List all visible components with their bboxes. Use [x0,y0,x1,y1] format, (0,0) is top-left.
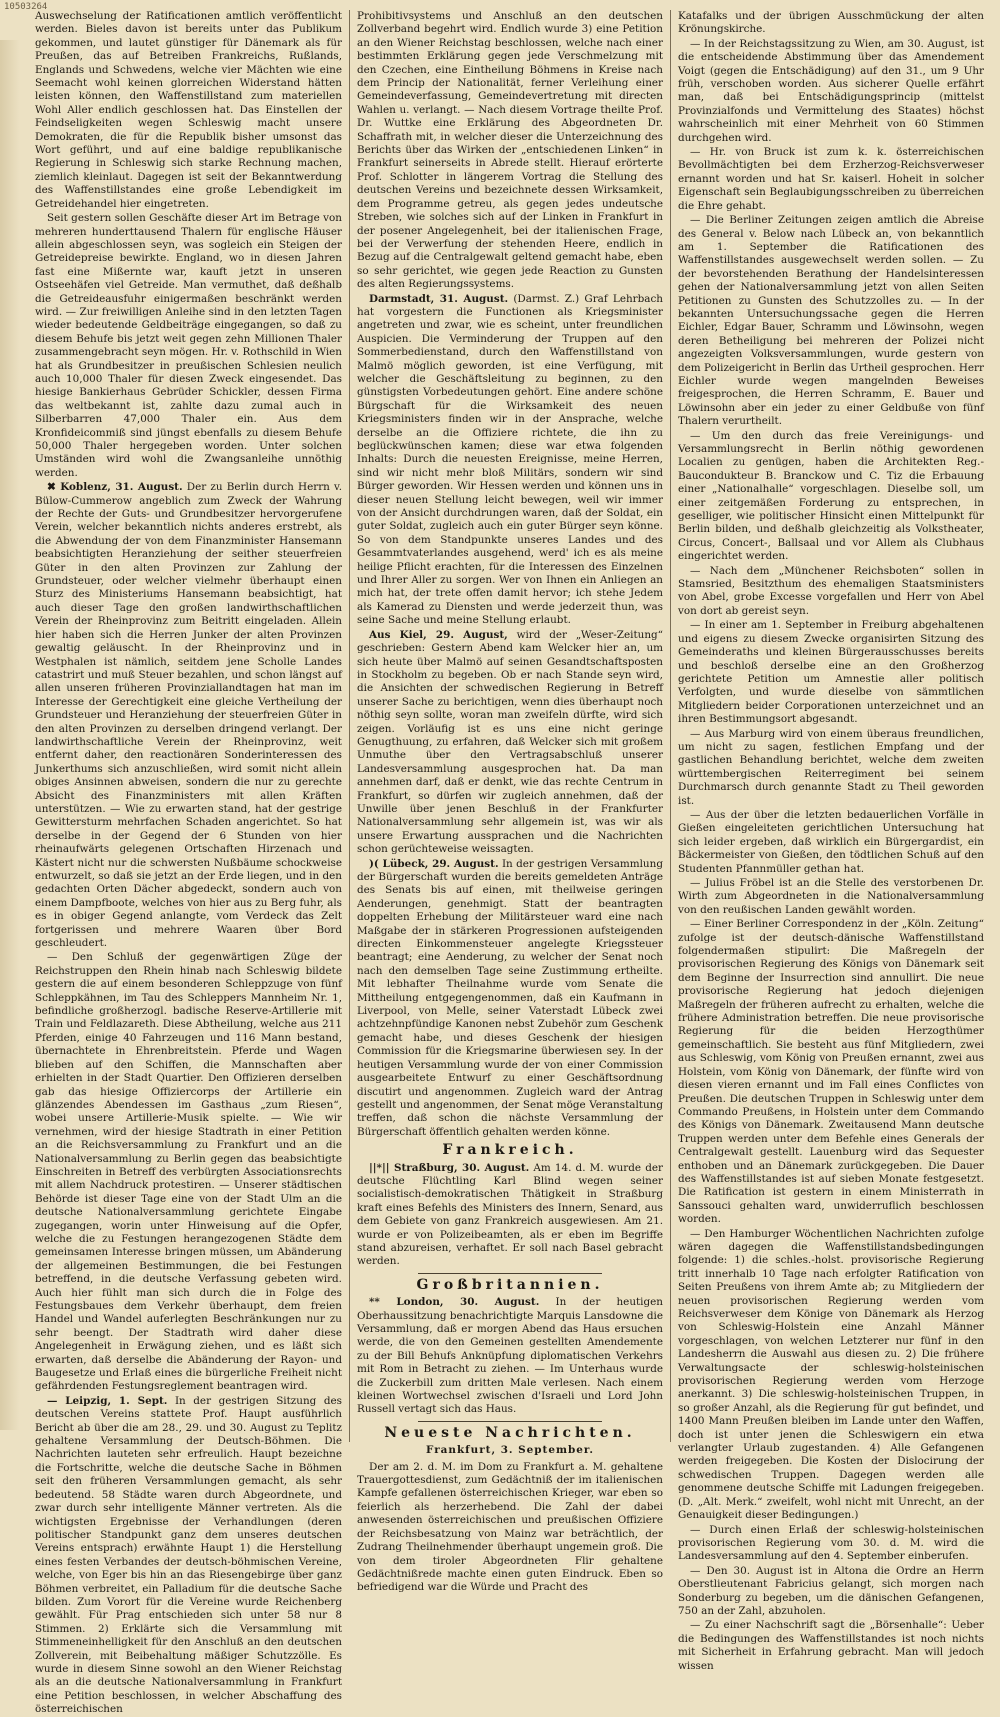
dateline: Aus Kiel, 29. August, [369,628,508,641]
dateline: ✖ Koblenz, 31. August. [47,481,183,494]
dateline: )( Lübeck, 29. August. [369,857,499,870]
article-leipzig [35,1395,342,1717]
article-london [357,1296,663,1417]
article-kiel [357,629,663,857]
column-3 [670,10,991,1672]
article-paragraph: — Um den durch das freie Vereinigungs- und Versammlungsrecht in Berlin nöthig gewordenen Localien zu genügen, haben die Architekten Reg.-Baucondukteur B. Branckow und C. Tiz die Erbauung einer „Nationalhalle“ vorgeschlagen. Dieselbe soll, um einer zeitgemäßen Forderung zu entsprechen, in geselliger, wie politischer Hinsicht einen Mittelpunkt für Berlin bilden, und deßhalb gleichzeitig als Volkstheater, Circus, Concert-, Ballsaal und vor Allem als Clubhaus eingerichtet werden. [678,429,984,563]
section-rule [418,1421,602,1422]
article-paragraph: — Den Schluß der gegenwärtigen Züge der Reichstruppen den Rhein hinab nach Schleswig bildete gestern die auf einem besonderen Schleppzuge von fünf Schleppkähnen, im Tau des Schleppers Mannheim Nr. 1, befindliche großherzogl. badische Reserve-Artillerie mit Train und Feldlazareth. Diese Abtheilung, welche aus 211 Pferden, einige 40 Fahrzeugen und 116 Mann bestand, übernachtete in Ehrenbreitstein. Pferde und Wagen blieben auf den Schiffen, die Mannschaften aber erhielten in der Stadt Quartier. Den Offizieren derselben gab das hiesige Offiziercorps der Artillerie ein glänzendes Abendessen im Gasthaus „zum Riesen“, wobei unsere Artillerie-Musik spielte. — Wie wir vernehmen, wird der hiesige Stadtrath in einer Petition an die Reichsversammlung zu Frankfurt und an die Nationalversammlung zu Berlin gegen das beabsichtigte Einschreiten in Betreff des verbürgten Associationsrechts mit allem Nachdruck protestiren. — Unserer städtischen Behörde ist dieser Tage eine von der Stadt Ulm an die deutsche Nationalversammlung gerichtete Eingabe zugegangen, worin unter Hinweisung auf die Opfer, welche die zu Festungen herangezogenen Städte dem gemeinsamen Interesse bringen müssen, um Abänderung der allgemeinen Bestimmungen, die bei Festungen betreffend, in die deutsche Verfassung gebeten wird. Auch hier fühlt man sich durch die in Folge des Festungsbaues dem Verkehr überhaupt, dem freien Handel und Wandel auferlegten Beschränkungen nur zu sehr beengt. Der Stadtrath wird daher diese Angelegenheit in Erwägung ziehen, und es läßt sich erwarten, daß derselbe die Abänderung der Rayon- und Baugesetze und Erlaß eines die bürgerliche Freiheit nicht gefährdenden Festungsreglement beantragen wird. [35,951,342,1393]
dateline: ** London, 30. August. [369,1296,540,1309]
article-paragraph: — Durch einen Erlaß der schleswig-holsteinischen provisorischen Regierung vom 30. d. M. wird die Landesversammlung auf den 4. September einberufen. [678,1523,984,1563]
article-paragraph: Prohibitivsystems und Anschluß an den deutschen Zollverband begehrt wird. Endlich wurde 3) eine Petition an den Wiener Reichstag beschlossen, welche nach einer bestimmten Erklärung gegen jede Verschmelzung mit den Czechen, eine Eintheilung Böhmens in Kreise nach dem Princip der Nationalität, ferner Verleihung einer Gemeindeverfassung, Gemeindevertretung mit directen Wahlen u. verlangt. — Nach diesem Vortrage theilte Prof. Dr. Wuttke eine Erklärung des Abgeordneten Dr. Schaffrath mit, in welcher dieser die Unterzeichnung des Berichts über das Wirken der „entschiedenen Linken“ in Frankfurt seinerseits in Abrede stellt. Hierauf erörterte Prof. Schlotter in längerem Vortrag die Stellung des deutschen Vereins und bezeichnete dessen Wirksamkeit, dem Programme getreu, als gegen jedes undeutsche Streben, wie solches sich auf der Linken in Frankfurt in der posener Angelegenheit, bei der italienischen Frage, bei der Verwerfung der stehenden Heere, endlich in Bezug auf die Centralgewalt geltend gemacht habe, eben so sehr gerichtet, wie gegen jede Reaction zu Gunsten des alten Regierungssystems. [357,10,663,291]
article-text: wird der „Weser-Zeitung“ geschrieben: Gestern Abend kam Welcker hier an, um sich heute über Malmö auf seinen Gesandtschaftsposten in Stockholm zu begeben. Ob er nach Stande seyn wird, die Ansichten der schwedischen Regierung in Betreff unserer Sache zu berichtigen, wenn dies überhaupt noch nöthig seyn sollte, woran man zweifeln dürfte, wird sich zeigen. Vorläufig ist es uns eine nicht geringe Genugthuung, zu erfahren, daß Welcker sich mit großem Unmuthe über den Vertragsabschluß unserer Landesversammlung ausgesprochen hat. Da man annehmen darf, daß er denkt, wie das rechte Centrum in Frankfurt, so dürfen wir zugleich annehmen, daß der Unwille über jenen Beschluß in der Frankfurter Nationalversammlung sehr allgemein ist, was wir als unsere Erwartung aussprachen und die Nachrichten schon gerüchteweise weissagten. [357,628,663,856]
section-heading-latest-news: Neueste Nachrichten. [384,1424,636,1441]
dateline-frankfurt: Frankfurt, 3. September. [426,1444,594,1457]
newspaper-columns [28,10,992,1716]
article-paragraph: — Julius Fröbel ist an die Stelle des verstorbenen Dr. Wirth zum Abgeordneten in die Nationalversammlung von den reußischen Landen gewählt worden. [678,877,984,916]
column-1 [28,10,349,1716]
section-heading-france: Frankreich. [442,1142,578,1159]
article-paragraph: — Hr. von Bruck ist zum k. k. österreichischen Bevollmächtigten bei dem Erzherzog-Reichsverweser ernannt worden und hat Sr. kaiserl. Hoheit in solcher Eigenschaft sein Beglaubigungsschreiben zu überreichen die Ehre gehabt. [678,146,984,212]
article-paragraph: — Einer Berliner Correspondenz in der „Köln. Zeitung“ zufolge ist der deutsch-dänische Waffenstillstand folgendermaßen stipulirt: Die Maßregeln der provisorischen Regierung des Königs von Dänemark seit dem Beginne der Insurrection sind annullirt. Die neue provisorische Regierung hat jedoch diejenigen Maßregeln der früheren aufrecht zu erhalten, welche die frühere Administration betreffen. Die neue provisorische Regierung für die beiden Herzogthümer gemeinschaftlich. Sie besteht aus fünf Mitgliedern, zwei aus Schleswig, vom König von Preußen ernannt, zwei aus Holstein, vom König von Dänemark, der fünfte wird von diesen vieren ernannt und im Fall eines Conflictes von Preußen. Die deutschen Truppen in Schleswig unter dem Commando Preußens, in Holstein unter dem Commando des Königs von Dänemark. Zweitausend Mann deutsche Truppen werden unter dem Befehle eines Generals der Centralgewalt gestellt. Lauenburg wird das Sequester enthoben und an Dänemark zurückgegeben. Die Dauer des Waffenstillstandes ist auf sieben Monate festgesetzt. Die Ratification ist gestern in einem Ministerrath in Sanssouci gehalten ward, unwiderruflich beschlossen worden. [678,918,984,1226]
article-paragraph: — Den 30. August ist in Altona die Ordre an Herrn Oberstlieutenant Fabricius gelangt, sich morgen nach Sonderburg zu begeben, um die dänischen Gefangenen, 750 an der Zahl, abzuholen. [678,1564,984,1617]
article-paragraph: Der am 2. d. M. im Dom zu Frankfurt a. M. gehaltene Trauergottesdienst, zum Gedächtniß der im italienischen Kampfe gefallenen österreichischen Krieger, war eben so feierlich als herzerhebend. Die Zahl der dabei anwesenden österreichischen und preußischen Offiziere der Reichsbesatzung von Mainz war beträchtlich, der Zudrang Theilnehmender überhaupt ungemein groß. Die von dem tiroler Abgeordneten Flir gehaltene Gedächtnißrede machte einen guten Eindruck. Eben so befriedigend war die Würde und Pracht des [357,1460,663,1594]
article-paragraph: — Aus Marburg wird von einem überaus freundlichen, um nicht zu sagen, festlichen Empfang und der gastlichen Behandlung berichtet, welche dem zweiten württembergischen Reiterregiment bei seinem Durchmarsch durch genannte Stadt zu Theil geworden ist. [678,727,984,807]
article-strasbourg [357,1162,663,1269]
article-text: In der gestrigen Versammlung der Bürgerschaft wurden die bereits gemeldeten Anträge des Senats bis auf einen, mit theilweise geringen Aenderungen, genehmigt. Statt der beantragten doppelten Erhebung der Militärsteuer ward eine nach Maßgabe der in stärkeren Progressionen aufsteigenden directen Einkommensteuer angelegte Kriegssteuer beantragt; eine Aenderung, zu welcher der Senat noch nach den demselben Tage seine Zustimmung ertheilte. Mit lebhafter Theilnahme wurde vom Senate die Mittheilung entgegengenommen, daß ein Kaufmann in Liverpool, von Melle, seiner Vaterstadt Lübeck zwei achtzehnpfündige Kanonen nebst Zubehör zum Geschenk gemacht habe, und dieses Geschenk der hiesigen Commission für die Kriegsmarine überwiesen sey. In der heutigen Versammlung wurde der von einer Commission ausgearbeitete Entwurf zu einer Geschäftsordnung discutirt und angenommen. Zugleich ward der Antrag gestellt und angenommen, der Senat möge Veranstaltung treffen, daß schon die nächste Versammlung der Bürgerschaft öffentlich gehalten werden könne. [357,857,663,1138]
article-darmstadt [357,293,663,628]
column-2 [349,10,670,1594]
section-heading-great-britain: Großbritannien. [416,1276,604,1293]
article-paragraph: Seit gestern sollen Geschäfte dieser Art im Betrage von mehreren hunderttausend Thalern für englische Häuser allein abgeschlossen seyn, was sogleich ein Steigen der Getreidepreise bewirkte. England, wo in diesen Jahren fast eine Mißernte war, kauft jetzt in unseren Ostseehäfen viel Getreide. Man vermuthet, daß deßhalb die Getreideausfuhr einigermaßen beschränkt werden wird. — Zur freiwilligen Anleihe sind in den letzten Tagen wieder bedeutende Geldbeiträge eingegangen, so daß zu diesem Behufe bis jetzt weit gegen zehn Millionen Thaler zusammengebracht seyn mögen. Hr. v. Rothschild in Wien hat als Grundbesitzer in preußischen Schlesien neulich auch 10,000 Thaler für diesen Zweck eingesendet. Das hiesige Bankierhaus Gebrüder Schickler, dessen Firma das weltbekannt ist, zahlte dazu zumal auch in Silberbarren 47,000 Thaler ein. Aus dem Kronfideicommiß sind jüngst ebenfalls zu diesem Behufe 50,000 Thaler hergegeben worden. Unter solchen Umständen wird wohl die Zwangsanleihe unnöthig werden. [35,212,342,479]
article-paragraph: — Den Hamburger Wöchentlichen Nachrichten zufolge wären dagegen die Waffenstillstandsbedingungen folgende: 1) die schles.-holst. provisorische Regierung tritt innerhalb 10 Tage nach erfolgter Ratification von Seiten Preußens von ihrem Amte ab; zu Mitgliedern der neuen provisorischen Regierung werden vom Reichsverweser dem Könige von Dänemark als Herzog von Schleswig-Holstein eine Anzahl Männer vorgeschlagen, von welchen Letzterer nur fünf in den Landesherrn die Auswahl aus diesen zu. 2) Die frühere Verwaltungsacte der schleswig-holsteinischen provisorischen Regierung werden vom Herzoge anerkannt. 3) Die schleswig-holsteinischen Truppen, in so großer Anzahl, als die Regierung für gut befindet, und 1400 Mann Preußen bleiben im Lande unter den Waffen, doch ist unter jenen die Schleswigern ein etwa verlangter Urlaub zugestanden. 4) Alle Gefangenen werden freigegeben. Die Kosten der Dislocirung der schwedischen Truppen. Dagegen werden alle genommene deutsche Schiffe mit Ladungen freigegeben. (D. „Alt. Merk.“ zweifelt, wohl nicht mit Unrecht, an der Genauigkeit dieser Bedingungen.) [678,1227,984,1522]
article-paragraph: — Zu einer Nachschrift sagt die „Börsenhalle“: Ueber die Bedingungen des Waffenstillstandes ist noch nichts mit Sicherheit in Erfahrung gebracht. Man will jedoch wissen [678,1619,984,1672]
article-paragraph: — Aus der über die letzten bedauerlichen Vorfälle in Gießen eingeleiteten gerichtlichen Untersuchung hat sich leider ergeben, daß wirklich ein Bürgergardist, ein Bäckermeister von Gießen, den tödtlichen Schuß auf den Studenten Pfannmüller gethan hat. [678,808,984,875]
article-paragraph: Katafalks und der übrigen Ausschmückung der alten Krönungskirche. [678,10,984,36]
article-text: In der heutigen Oberhaussitzung benachrichtigte Marquis Lansdowne die Versammlung, daß er morgen Abend das Haus ersuchen werde, die von den Gemeinen gestellten Amendemente zu der Bill Behufs Anknüpfung diplomatischen Verkehrs mit Rom in Betracht zu ziehen. — Im Unterhaus wurde die Zuckerbill zum dritten Male verlesen. Nach einem kleinen Wortwechsel zwischen d'Israeli und Lord John Russell vertagt sich das Haus. [357,1296,663,1416]
dateline: ||*|| Straßburg, 30. August. [369,1161,530,1174]
article-text: Am 14. d. M. wurde der deutsche Flüchtling Karl Blind wegen seiner socialistisch-demokratischen Thätigkeit in Straßburg kraft eines Befehls des Ministers des Innern, Senard, aus dem Gebiete von ganz Frankreich ausgewiesen. Am 21. wurde er von Polizeibeamten, als er eben im Begriffe stand abzureisen, verhaftet. Er soll nach Basel gebracht werden. [357,1161,663,1268]
dateline: Darmstadt, 31. August. [369,292,509,305]
article-paragraph: Auswechselung der Ratificationen amtlich veröffentlicht werden. Bieles davon ist bereits unter das Publikum gekommen, und lautet günstiger für Dänemark als für Preußen, das auf Betreiben Frankreichs, Rußlands, Englands und Schwedens, welche vier Mächten wie eine Seemacht wohl keinen glorreichen Widerstand hätten leisten können, den Waffenstillstand zum materiellen Wohl Aller endlich geschlossen hat. Das Einstellen der Feindseligkeiten wegen Schleswig macht unsere Demokraten, die für die Republik bisher umsonst das Wort geführt, und auf eine baldige republikanische Regierung in Schleswig sich starke Rechnung machen, ziemlich kleinlaut. Dagegen ist seit der Bekanntwerdung des Waffenstillstandes eine große Lebendigkeit im Getreidehandel hier eingetreten. [35,10,342,210]
section-rule [418,1273,602,1274]
article-paragraph: — In einer am 1. September in Freiburg abgehaltenen und eigens zu diesem Zwecke organisirten Sitzung des Gemeinderaths und kleinen Bürgerausschusses bereits und beschloß derselbe eine an den Großherzog gerichtete Petition um Amnestie aller politisch Verfolgten, und wurde dieselbe von sämmtlichen Mitgliedern beider Corporationen unterzeichnet und an ihren Bestimmungsort abgesandt. [678,619,984,726]
article-paragraph: — In der Reichstagssitzung zu Wien, am 30. August, ist die entscheidende Abstimmung über das Amendement Voigt (gegen die Entschädigung) auf den 31., um 9 Uhr früh, verschoben worden. Aus sicherer Quelle erfährt man, daß bei Entschädigungsprincip (mittelst Provinzialfonds und Vermittelung des Staates) höchst wahrscheinlich mit einer Mehrheit von 60 Stimmen durchgehen wird. [678,37,984,144]
article-luebeck [357,858,663,1140]
article-paragraph: — Die Berliner Zeitungen zeigen amtlich die Abreise des General v. Below nach Lübeck an, von bekanntlich am 1. September die Ratificationen des Waffenstillstandes ausgewechselt werden sollen. — Zu der bevorstehenden Berathung der Handelsinteressen gehen der Nationalversammlung jetzt von allen Seiten Petitionen zu Gunsten des Schutzzolles zu. — In der bekannten Untersuchungssache gegen die Herren Eichler, Edgar Bauer, Schramm und Löwinsohn, wegen deren Betheiligung bei mehreren der Polizei nicht angezeigten Volksversammlungen, wurde gestern von dem Polizeigericht in Berlin das Urtheil gesprochen. Herr Eichler wurde wegen mangelnden Beweises freigesprochen, die Herren Schramm, E. Bauer und Löwinsohn aber ein jeder zu einer Geldbuße von fünf Thalern verurtheilt. [678,214,984,428]
article-koblenz [35,481,342,950]
dateline: — Leipzig, 1. Sept. [47,1394,168,1407]
article-text: (Darmst. Z.) Graf Lehrbach hat vorgestern die Functionen als Kriegsminister angetreten und zwar, wie es scheint, unter freundlichen Auspicien. Die Verminderung der Truppen auf den Sommerbedienstand, durch den Waffenstillstand von Malmö möglich geworden, ist eine Verfügung, mit welcher die Geschäftsleitung zu beginnen, zu den günstigsten Vorbedeutungen gehört. Eine andere schöne Bürgschaft für die Wirksamkeit des neuen Kriegsministers finden wir in der Ansprache, welche derselbe an die Offiziere richtete, die ihn zu beglückwünschen kamen; diese war etwa folgenden Inhalts: Durch die neuesten Ereignisse, meine Herren, sind wir nicht mehr bloß Militärs, sondern wir sind Bürger geworden. Wir Hessen werden und können uns in dieser neuen Stellung leicht bewegen, weil wir immer von der Ansicht durchdrungen waren, daß der Soldat, ein guter Soldat, zugleich auch ein guter Bürger seyn könne. So von dem Standpunkte unseres Landes und des Gesammtvaterlandes ausgehend, werd' ich es als meine heilige Pflicht erachten, für die Interessen des Einzelnen und Ihrer Aller zu sorgen. Wer von Ihnen ein Anliegen an mich hat, der trete offen damit hervor; ich stehe Jedem als Kamerad zu Diensten und werde jederzeit thun, was seine Sache und meine Stellung erlaubt. [357,292,663,627]
article-text: In der gestrigen Sitzung des deutschen Vereins stattete Prof. Haupt ausführlich Bericht ab über die am 28., 29. und 30. August zu Teplitz gehaltene Versammlung der Deutsch-Böhmen. Die Nachrichten lauteten sehr erfreulich. Haupt bezeichne die Fortschritte, welche die deutsche Sache in Böhmen seit den früheren Versammlungen gemacht, als sehr bedeutend. 58 Städte waren durch Abgeordnete, und zwar durch sehr intelligente Männer vertreten. Als die wichtigsten Ergebnisse der Verhandlungen (deren politischer Standpunkt ganz dem unseres deutschen Vereins entsprach) erwähnte Haupt 1) die Herstellung eines festen Verbandes der deutsch-böhmischen Vereine, welche, von Eger bis hin an das Riesengebirge über ganz Böhmen verbreitet, ein Palladium für die deutsche Sache bilden. Zum Vorort für die Vereine wurde Reichenberg gewählt. Für Prag entschieden sich unter 58 nur 8 Stimmen. 2) Erklärte sich die Versammlung mit Stimmeneinhelligkeit für den Anschluß an den deutschen Zollverein, mit Beibehaltung mäßiger Schutzzölle. Es wurde in diesem Sinne sowohl an den Wiener Reichstag als an die deutsche Nationalversammlung in Frankfurt eine Petition beschlossen, in welcher Abschaffung des österreichischen [35,1394,342,1716]
page-edge-shadow [0,40,20,1430]
article-paragraph: — Nach dem „Münchener Reichsboten“ sollen in Stamsried, Besitzthum des ehemaligen Staatsministers von Abel, grobe Excesse vorgefallen und Herr von Abel von dort ab gereist seyn. [678,564,984,617]
article-text: Der zu Berlin durch Herrn v. Bülow-Cummerow angeblich zum Zweck der Wahrung der Rechte der Guts- und Grundbesitzer hervorgerufene Verein, welcher bekanntlich nichts anderes erstrebt, als die Abwendung der von dem Finanzminister Hansemann beabsichtigten Heranziehung der seither steuerfreien Güter in den alten Provinzen zur Zahlung der Grundsteuer, oder welcher vielmehr überhaupt einen Sturz des Ministeriums Hansemann beabsichtigt, hat auch dieser Tage den großen landwirthschaftlichen Verein der Rheinprovinz zum Beitritt eingeladen. Allein hier haben sich die Herren Junker der alten Provinzen gewaltig geläuscht. In der Rheinprovinz und in Westphalen ist nämlich, seitdem jene Scholle Landes catastrirt und muß Steuer bezahlen, und schon längst auf allen unseren früheren Provinziallandtagen hat man im Interesse der Gerechtigkeit eine gleiche Vertheilung der Grundsteuer und Heranziehung der steuerfreien Güter in den alten Provinzen zu derselben dringend verlangt. Der landwirthschaftliche Verein der Rheinprovinz, weit entfernt daher, den reactionären Sonderinteressen des Junkerthums sich anzuschließen, wird somit nicht allein obiges Ansinnen abweisen, sondern die nur zu gerechte Absicht des Finanzministers mit allen Kräften unterstützen. — Wie zu erwarten stand, hat der gestrige Gewittersturm mehrfachen Schaden angerichtet. So hat derselbe in der Gegend der 6 Stunden von hier rheinaufwärts gelegenen Ortschaften Hirzenach und Kästert nicht nur die schwersten Nußbäume schockweise entwurzelt, so daß sie jetzt an der Erde liegen, und in den gedachten Orten Dächer abgedeckt, sondern auch von einem Dampfboote, welches von hier aus zu Berg fuhr, als es in obiger Gegend anlangte, vom Verdeck das Zelt fortgerissen und mehrere Waaren über Bord geschleudert. [35,481,342,950]
page-id: 10503264 [4,2,48,12]
